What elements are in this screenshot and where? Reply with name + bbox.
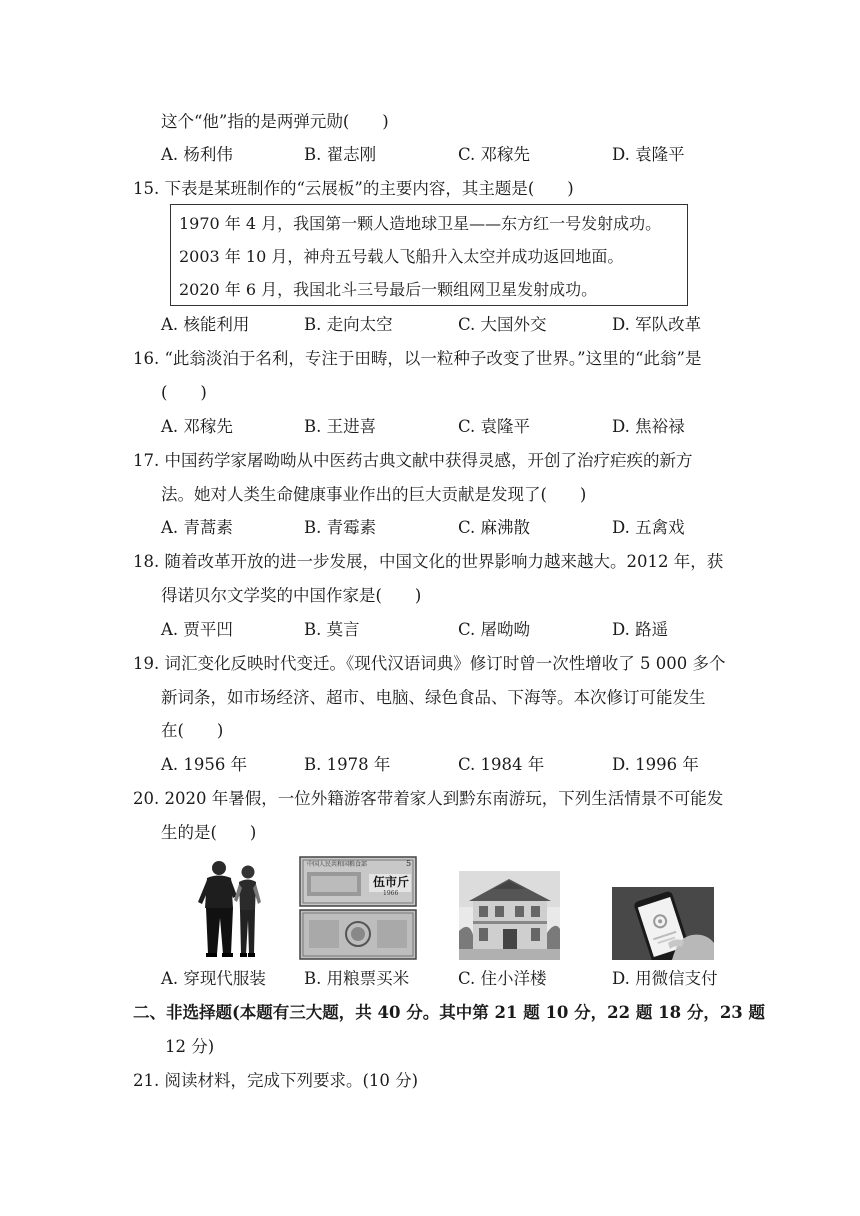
- q14-stem-continuation: 这个“他”指的是两弹元勋( ): [161, 112, 389, 131]
- coupon-year-text: 1966: [383, 890, 399, 897]
- q15-option-a[interactable]: A. 核能利用: [161, 315, 250, 334]
- q16-option-d[interactable]: D. 焦裕禄: [612, 417, 685, 436]
- q18-option-c[interactable]: C. 屠呦呦: [458, 620, 531, 639]
- q16-stem-line-2: ( ): [161, 383, 207, 402]
- grain-ration-coupon-image: [299, 856, 417, 960]
- q17-option-b[interactable]: B. 青霉素: [304, 518, 377, 537]
- q15-option-b[interactable]: B. 走向太空: [304, 315, 393, 334]
- q20-stem-line-1: 20. 2020 年暑假，一位外籍游客带着家人到黔东南游玩，下列生活情景不可能发: [133, 789, 724, 808]
- q19-stem-line-2: 新词条，如市场经济、超市、电脑、绿色食品、下海等。本次修订可能发生: [161, 688, 706, 707]
- q17-option-a[interactable]: A. 青蒿素: [161, 518, 233, 537]
- q18-option-b[interactable]: B. 莫言: [304, 620, 360, 639]
- q15-box-line-1: 1970 年 4 月，我国第一颗人造地球卫星——东方红一号发射成功。: [179, 214, 662, 233]
- q20-option-a[interactable]: A. 穿现代服装: [161, 969, 266, 988]
- q20-option-c[interactable]: C. 住小洋楼: [458, 969, 547, 988]
- q15-stem: 15. 下表是某班制作的“云展板”的主要内容，其主题是( ): [133, 179, 574, 198]
- q16-option-b[interactable]: B. 王进喜: [304, 417, 377, 436]
- q15-option-c[interactable]: C. 大国外交: [458, 315, 547, 334]
- q17-option-c[interactable]: C. 麻沸散: [458, 518, 531, 537]
- q14-option-a[interactable]: A. 杨利伟: [161, 145, 233, 164]
- q20-option-b[interactable]: B. 用粮票买米: [304, 969, 410, 988]
- q18-stem-line-2: 得诺贝尔文学奖的中国作家是( ): [161, 586, 422, 605]
- q16-stem-line-1: 16. “此翁淡泊于名利，专注于田畴，以一粒种子改变了世界。”这里的“此翁”是: [133, 349, 702, 368]
- q19-option-b[interactable]: B. 1978 年: [304, 755, 391, 774]
- q18-stem-line-1: 18. 随着改革开放的进一步发展，中国文化的世界影响力越来越大。2012 年，获: [133, 552, 724, 571]
- q18-option-a[interactable]: A. 贾平凹: [161, 620, 233, 639]
- q15-box-line-3: 2020 年 6 月，我国北斗三号最后一颗组网卫星发射成功。: [179, 280, 598, 299]
- section-2-heading-line-2: 12 分): [165, 1037, 215, 1056]
- q17-stem-line-2: 法。她对人类生命健康事业作出的巨大贡献是发现了( ): [161, 485, 587, 504]
- q19-option-d[interactable]: D. 1996 年: [612, 755, 699, 774]
- q19-option-a[interactable]: A. 1956 年: [161, 755, 248, 774]
- q16-option-a[interactable]: A. 邓稼先: [161, 417, 233, 436]
- q20-option-d[interactable]: D. 用微信支付: [612, 969, 718, 988]
- modern-clothing-image: [193, 856, 267, 960]
- q19-stem-line-1: 19. 词汇变化反映时代变迁。《现代汉语词典》修订时曾一次性增收了 5 000 多个: [133, 654, 726, 673]
- q21-stem: 21. 阅读材料，完成下列要求。(10 分): [133, 1071, 419, 1090]
- coupon-denomination-number: 5: [406, 859, 412, 868]
- q18-option-d[interactable]: D. 路遥: [612, 620, 669, 639]
- q19-option-c[interactable]: C. 1984 年: [458, 755, 545, 774]
- q19-stem-line-3: 在( ): [161, 721, 224, 740]
- q15-info-box: [170, 204, 688, 306]
- q14-option-d[interactable]: D. 袁隆平: [612, 145, 685, 164]
- coupon-denomination-text: 伍市斤: [373, 875, 410, 889]
- mobile-payment-image: [612, 887, 714, 960]
- q17-stem-line-1: 17. 中国药学家屠呦呦从中医药古典文献中获得灵感，开创了治疗疟疾的新方: [133, 451, 693, 470]
- villa-house-image: [459, 871, 560, 960]
- section-2-heading-line-1: 二、非选择题(本题有三大题，共 40 分。其中第 21 题 10 分，22 题 18 分，23 题: [133, 1003, 766, 1022]
- q15-option-d[interactable]: D. 军队改革: [612, 315, 702, 334]
- coupon-header-text: 中国人民共和国粮食部: [307, 861, 368, 868]
- q14-option-b[interactable]: B. 翟志刚: [304, 145, 377, 164]
- q15-box-line-2: 2003 年 10 月，神舟五号载人飞船升入太空并成功返回地面。: [179, 247, 624, 266]
- q16-option-c[interactable]: C. 袁隆平: [458, 417, 531, 436]
- q20-stem-line-2: 生的是( ): [161, 823, 257, 842]
- q17-option-d[interactable]: D. 五禽戏: [612, 518, 685, 537]
- q14-option-c[interactable]: C. 邓稼先: [458, 145, 531, 164]
